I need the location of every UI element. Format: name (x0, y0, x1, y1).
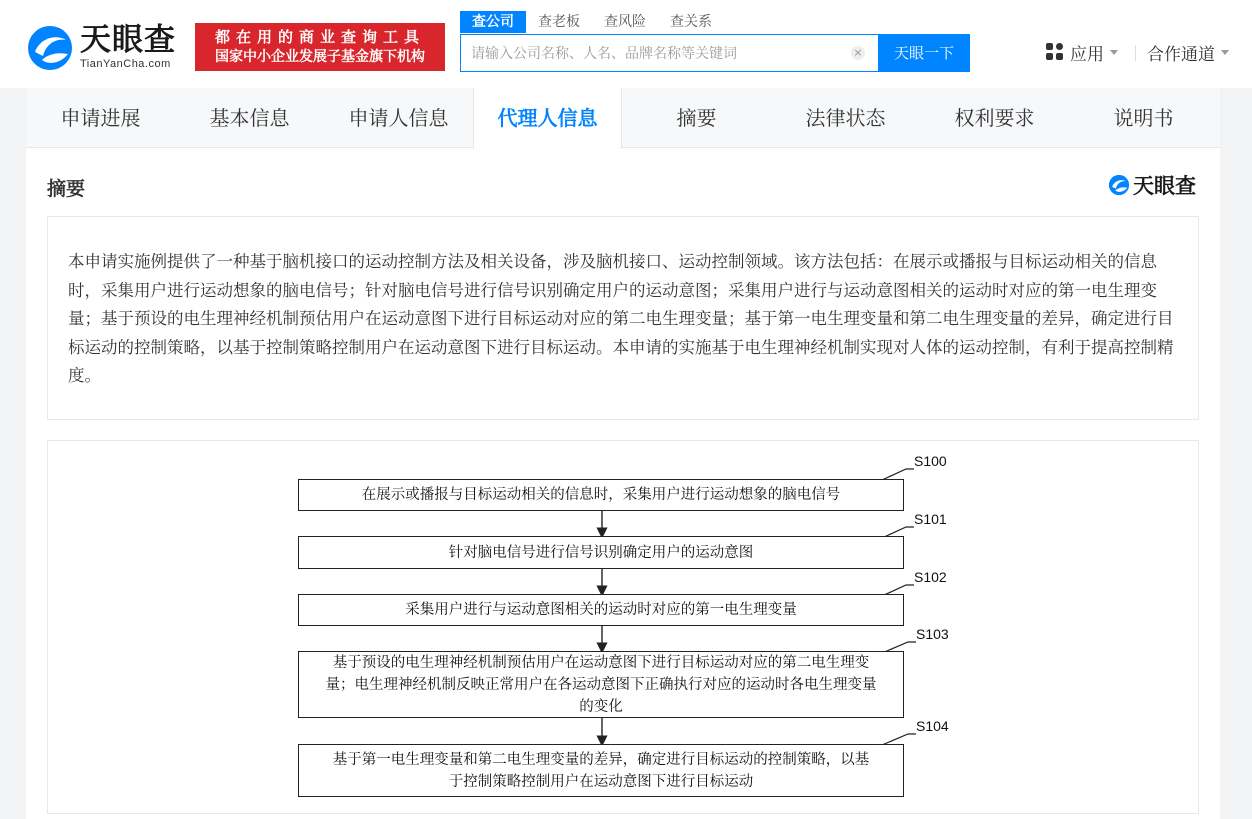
search-tab-risk[interactable]: 查风险 (604, 14, 646, 30)
patent-detail-card (26, 88, 1220, 819)
section-title: 摘要 (47, 178, 86, 200)
clear-icon[interactable]: × (851, 46, 865, 60)
cooperation-label: 合作通道 (1147, 44, 1215, 65)
apps-label: 应用 (1070, 44, 1104, 65)
flowchart-figure (47, 440, 1199, 814)
tianyancha-logo-icon (1108, 174, 1130, 196)
search-button[interactable]: 天眼一下 (878, 34, 970, 72)
cooperation-menu[interactable] (1147, 41, 1229, 63)
flowchart-step-s102: 采集用户进行与运动意图相关的运动时对应的第一电生理变量 (298, 594, 904, 626)
top-header (0, 0, 1252, 88)
chevron-down-icon (1110, 50, 1118, 55)
step-label-s103: S103 (916, 626, 949, 642)
search-type-tabs (460, 11, 724, 33)
step-label-s100: S100 (914, 453, 947, 469)
apps-menu[interactable] (1046, 41, 1118, 63)
search-input[interactable] (471, 35, 851, 71)
step-label-s101: S101 (914, 511, 947, 527)
header-divider (1135, 45, 1136, 61)
logo-text: 天眼查 (80, 22, 176, 58)
slogan-line-2: 国家中小企业发展子基金旗下机构 (215, 49, 425, 65)
search-box (460, 34, 880, 72)
section-logo-text: 天眼查 (1133, 174, 1196, 198)
flowchart-step-s104: 基于第一电生理变量和第二电生理变量的差异，确定进行目标运动的控制策略，以基于控制策略控制用户在运动意图下进行目标运动 (298, 744, 904, 797)
slogan-banner (195, 23, 445, 71)
section-watermark-logo (1108, 172, 1196, 198)
slogan-line-1: 都在用的商业查询工具 (214, 28, 425, 46)
site-logo[interactable] (26, 22, 186, 74)
flowchart-step-s103: 基于预设的电生理神经机制预估用户在运动意图下进行目标运动对应的第二电生理变量；电生理神经机制反映正常用户在各运动意图下正确执行对应的运动时各电生理变量的变化 (298, 651, 904, 718)
apps-grid-icon (1046, 43, 1064, 61)
step-label-s104: S104 (916, 718, 949, 734)
step-label-s102: S102 (914, 569, 947, 585)
tab-claims[interactable]: 权利要求 (954, 106, 1035, 130)
tianyancha-logo-icon (26, 24, 74, 72)
tab-basic-info[interactable]: 基本信息 (209, 106, 290, 130)
search-tab-company[interactable]: 查公司 (460, 11, 526, 33)
search-tab-boss[interactable]: 查老板 (538, 14, 580, 30)
search-tab-relation[interactable]: 查关系 (670, 14, 712, 30)
flowchart-step-s101: 针对脑电信号进行信号识别确定用户的运动意图 (298, 536, 904, 569)
tab-application-progress[interactable]: 申请进展 (60, 106, 141, 130)
detail-tab-bar (26, 88, 1220, 148)
tab-agent-info[interactable]: 代理人信息 (473, 88, 622, 149)
chevron-down-icon (1221, 50, 1229, 55)
abstract-text: 本申请实施例提供了一种基于脑机接口的运动控制方法及相关设备，涉及脑机接口、运动控制领域。该方法包括：在展示或播报与目标运动相关的信息时，采集用户进行运动想象的脑电信号；针对脑电信号进行信号识别确定用户的运动意图；采集用户进行与运动意图相关的运动时对应的第一电生理变量；基于预设的电生理神经机制预估用户在运动意图下进行目标运动对应的第二电生理变量；基于第一电生理变量和第二电生理变量的差异，确定进行目标运动的控制策略，以基于控制策略控制用户在运动意图下进行目标运动。本申请的实施基于电生理神经机制实现对人体的运动控制，有利于提高控制精度。 (47, 216, 1199, 420)
tab-description[interactable]: 说明书 (1113, 106, 1174, 130)
tab-applicant-info[interactable]: 申请人信息 (348, 106, 449, 130)
tab-abstract[interactable]: 摘要 (676, 106, 717, 130)
logo-subtitle: TianYanCha.com (80, 58, 171, 70)
flowchart-step-s100: 在展示或播报与目标运动相关的信息时，采集用户进行运动想象的脑电信号 (298, 479, 904, 511)
tab-legal-status[interactable]: 法律状态 (805, 106, 886, 130)
